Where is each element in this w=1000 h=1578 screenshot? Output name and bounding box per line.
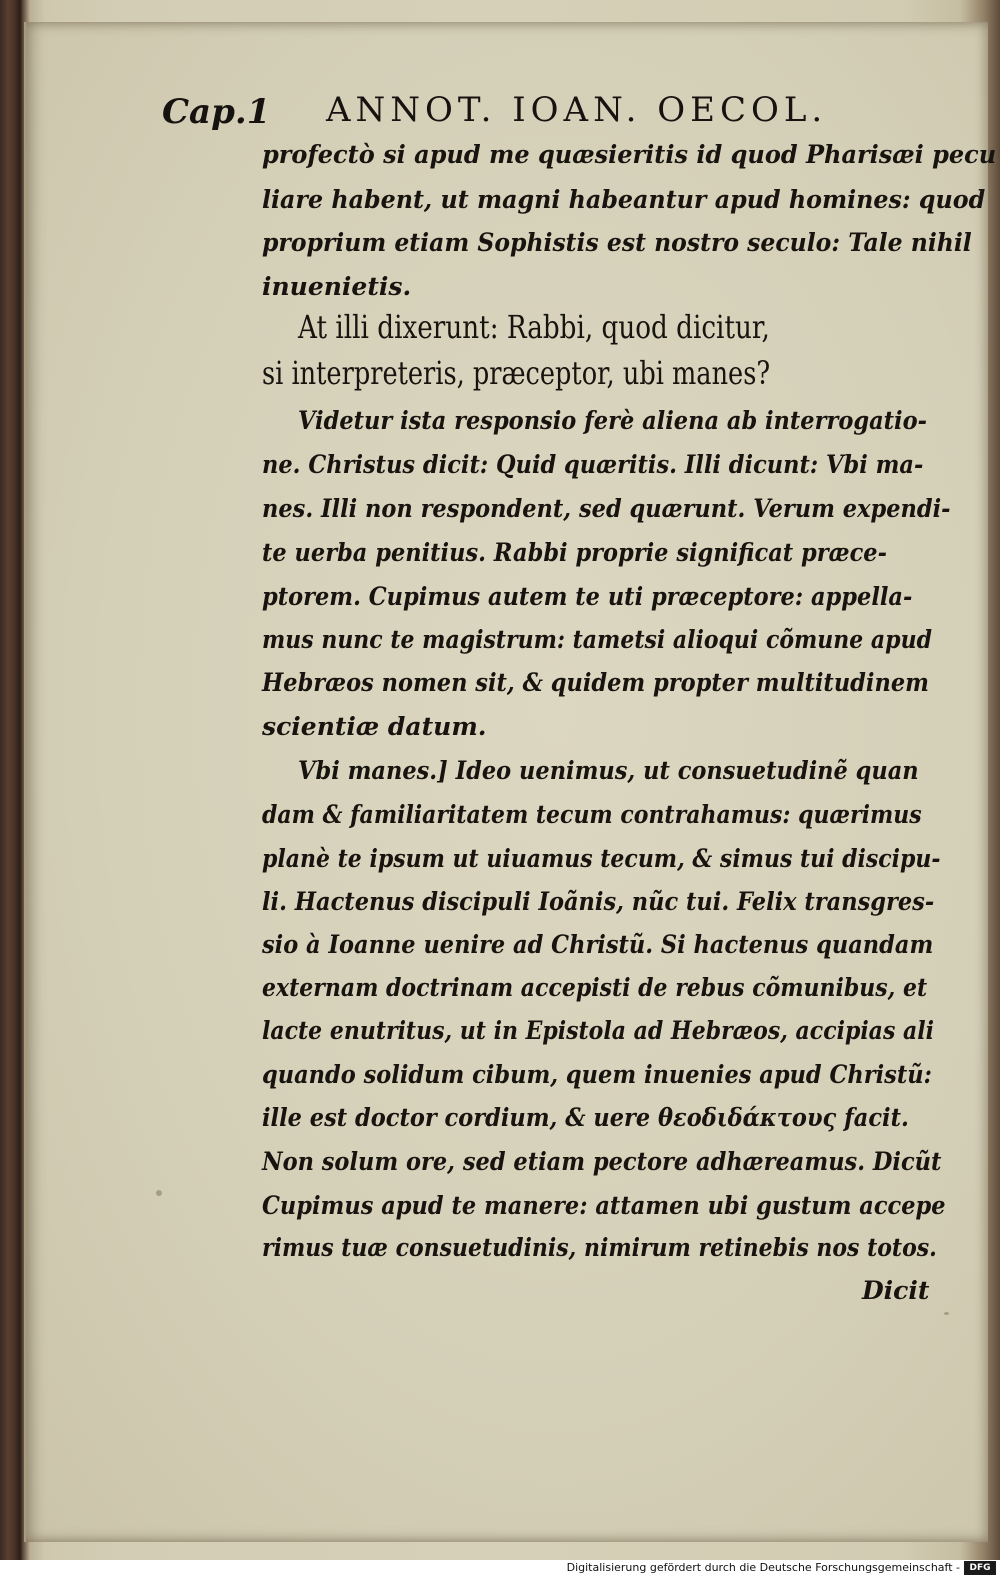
chapter-label: Cap.1 — [162, 92, 271, 132]
text-line: liare habent, ut magni habeantur apud homines: quod — [262, 185, 986, 214]
text-line: inuenietis. — [262, 272, 412, 301]
text-line: proprium etiam Sophistis est nostro seculo: Tale nihil — [262, 228, 972, 257]
text-line: Hebræos nomen sit, & quidem propter multitudinem — [262, 668, 929, 697]
running-title: ANNOT. IOAN. OECOL. — [326, 90, 828, 130]
text-line: lacte enutritus, ut in Epistola ad Hebræos, accipias ali — [262, 1016, 934, 1045]
text-line: ne. Christus dicit: Quid quæritis. Illi dicunt: Vbi ma- — [262, 450, 924, 479]
text-line: quando solidum cibum, quem inuenies apud Christũ: — [262, 1060, 932, 1089]
text-line: ille est doctor cordium, & uere θεοδιδάκτους facit. — [262, 1103, 909, 1132]
text-line: profectò si apud me quæsieritis id quod Pharisæi pecu — [262, 140, 997, 169]
text-line: nes. Illi non respondent, sed quærunt. Verum expendi- — [262, 494, 951, 523]
text-line: Vbi manes.] Ideo uenimus, ut consuetudinẽ quan — [298, 756, 919, 785]
funding-notice: Digitalisierung gefördert durch die Deutsche Forschungsgemeinschaft - — [566, 1561, 960, 1574]
text-line: planè te ipsum ut uiuamus tecum, & simus tui discipu- — [262, 844, 941, 873]
text-line: li. Hactenus discipuli Ioãnis, nũc tui. Felix transgres- — [262, 887, 935, 916]
text-line: Videtur ista responsio ferè aliena ab interrogatio- — [298, 406, 927, 435]
text-line: rimus tuæ consuetudinis, nimirum retinebis nos totos. — [262, 1233, 937, 1262]
catchword: Dicit — [862, 1276, 930, 1305]
text-line: te uerba penitius. Rabbi proprie significat præce- — [262, 538, 887, 567]
text-line: externam doctrinam accepisti de rebus cõmunibus, et — [262, 973, 928, 1002]
text-line: Cupimus apud te manere: attamen ubi gustum accepe — [262, 1191, 946, 1220]
lemma-line: si interpreteris, præceptor, ubi manes? — [262, 354, 771, 392]
text-line: sio à Ioanne uenire ad Christũ. Si hactenus quandam — [262, 930, 934, 959]
text-line: ptorem. Cupimus autem te uti præceptore: appella- — [262, 582, 913, 611]
lemma-line: At illi dixerunt: Rabbi, quod dicitur, — [298, 308, 770, 346]
dfg-logo[interactable]: DFG — [964, 1561, 996, 1575]
text-line: dam & familiaritatem tecum contrahamus: quærimus — [262, 800, 922, 829]
paper-stain — [944, 1312, 949, 1315]
text-line: mus nunc te magistrum: tametsi alioqui cõmune apud — [262, 625, 932, 654]
text-line: scientiæ datum. — [262, 712, 487, 741]
paper-stain — [156, 1190, 162, 1196]
text-line: Non solum ore, sed etiam pectore adhæreamus. Dicũt — [262, 1147, 942, 1176]
